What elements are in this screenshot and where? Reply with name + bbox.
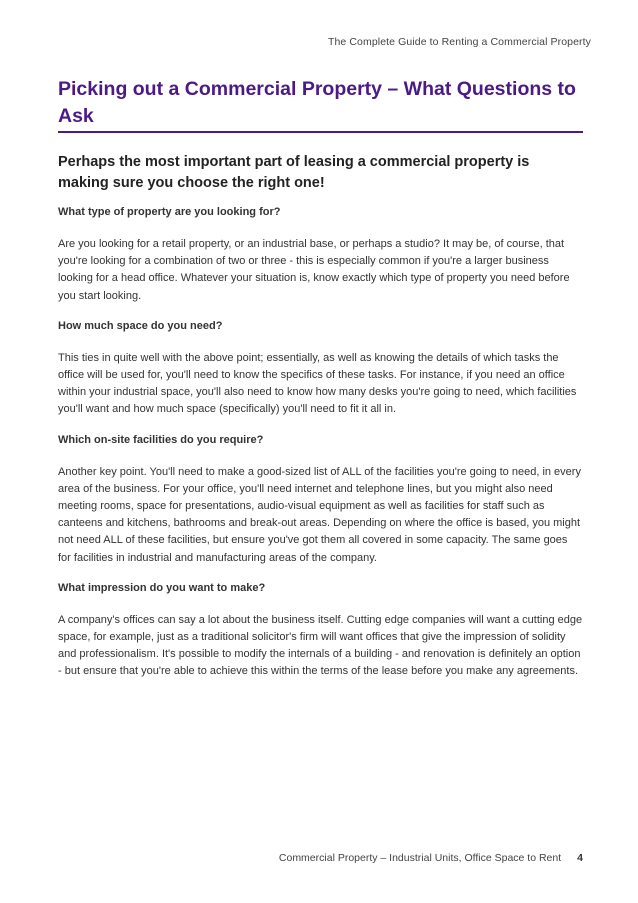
section-heading-property-type: What type of property are you looking for? bbox=[58, 206, 281, 218]
section-body-property-type: Are you looking for a retail property, or an industrial base, or perhaps a studio? It may be, of course, that you're looking for a combination of two or three - this is especially common if you're a larger business looking for a head office. Whatever your situation is, know exactly which type of property you need before you start looking. bbox=[58, 238, 570, 302]
section-heading-facilities: Which on-site facilities do you require? bbox=[58, 433, 264, 446]
subtitle: Perhaps the most important part of leasing a commercial property is making sure you choose the right one! bbox=[58, 154, 530, 191]
page-title: Picking out a Commercial Property – What Questions to Ask bbox=[58, 78, 576, 127]
running-footer bbox=[279, 852, 583, 864]
section-body-impression: A company's offices can say a lot about the business itself. Cutting edge companies will want a cutting edge space, for example, just as a traditional solicitor's firm will want offices that give the impression of solidity and professionalism. It's possible to modify the internals of a building - and renovation is definitely an option - but ensure that you're able to achieve this within the terms of the lease before you make any agreements. bbox=[58, 613, 583, 678]
footer-text: Commercial Property – Industrial Units, Office Space to Rent bbox=[278, 852, 562, 864]
page-number: 4 bbox=[577, 852, 583, 864]
title-divider bbox=[58, 131, 583, 133]
section-body-space: This ties in quite well with the above point; essentially, as well as knowing the details of which tasks the office will be used for, you'll need to know the specifics of these tasks. For instance, if you need an office within your industrial space, you'll also need to know how many desks you're going to need, which facilities you'll want and how much space (specifically) you'll need to fit it all in. bbox=[58, 351, 577, 416]
section-heading-space: How much space do you need? bbox=[58, 319, 223, 332]
section-heading-impression: What impression do you want to make? bbox=[58, 581, 266, 594]
running-header: The Complete Guide to Renting a Commercial Property bbox=[327, 36, 591, 48]
section-body-facilities: Another key point. You'll need to make a good-sized list of ALL of the facilities you're going to need, in every area of the business. For your office, you'll need internet and telephone lines, but you might also need meeting rooms, space for presentations, audio-visual equipment as well as facilities for staff such as canteens and kitchens, bathrooms and break-out areas. Depending on where the office is based, you might not need ALL of these facilities, but ensure you've got them all covered in some capacity. The same goes for facilities in industrial and manufacturing areas of the company. bbox=[58, 465, 581, 564]
main-content bbox=[58, 152, 583, 695]
